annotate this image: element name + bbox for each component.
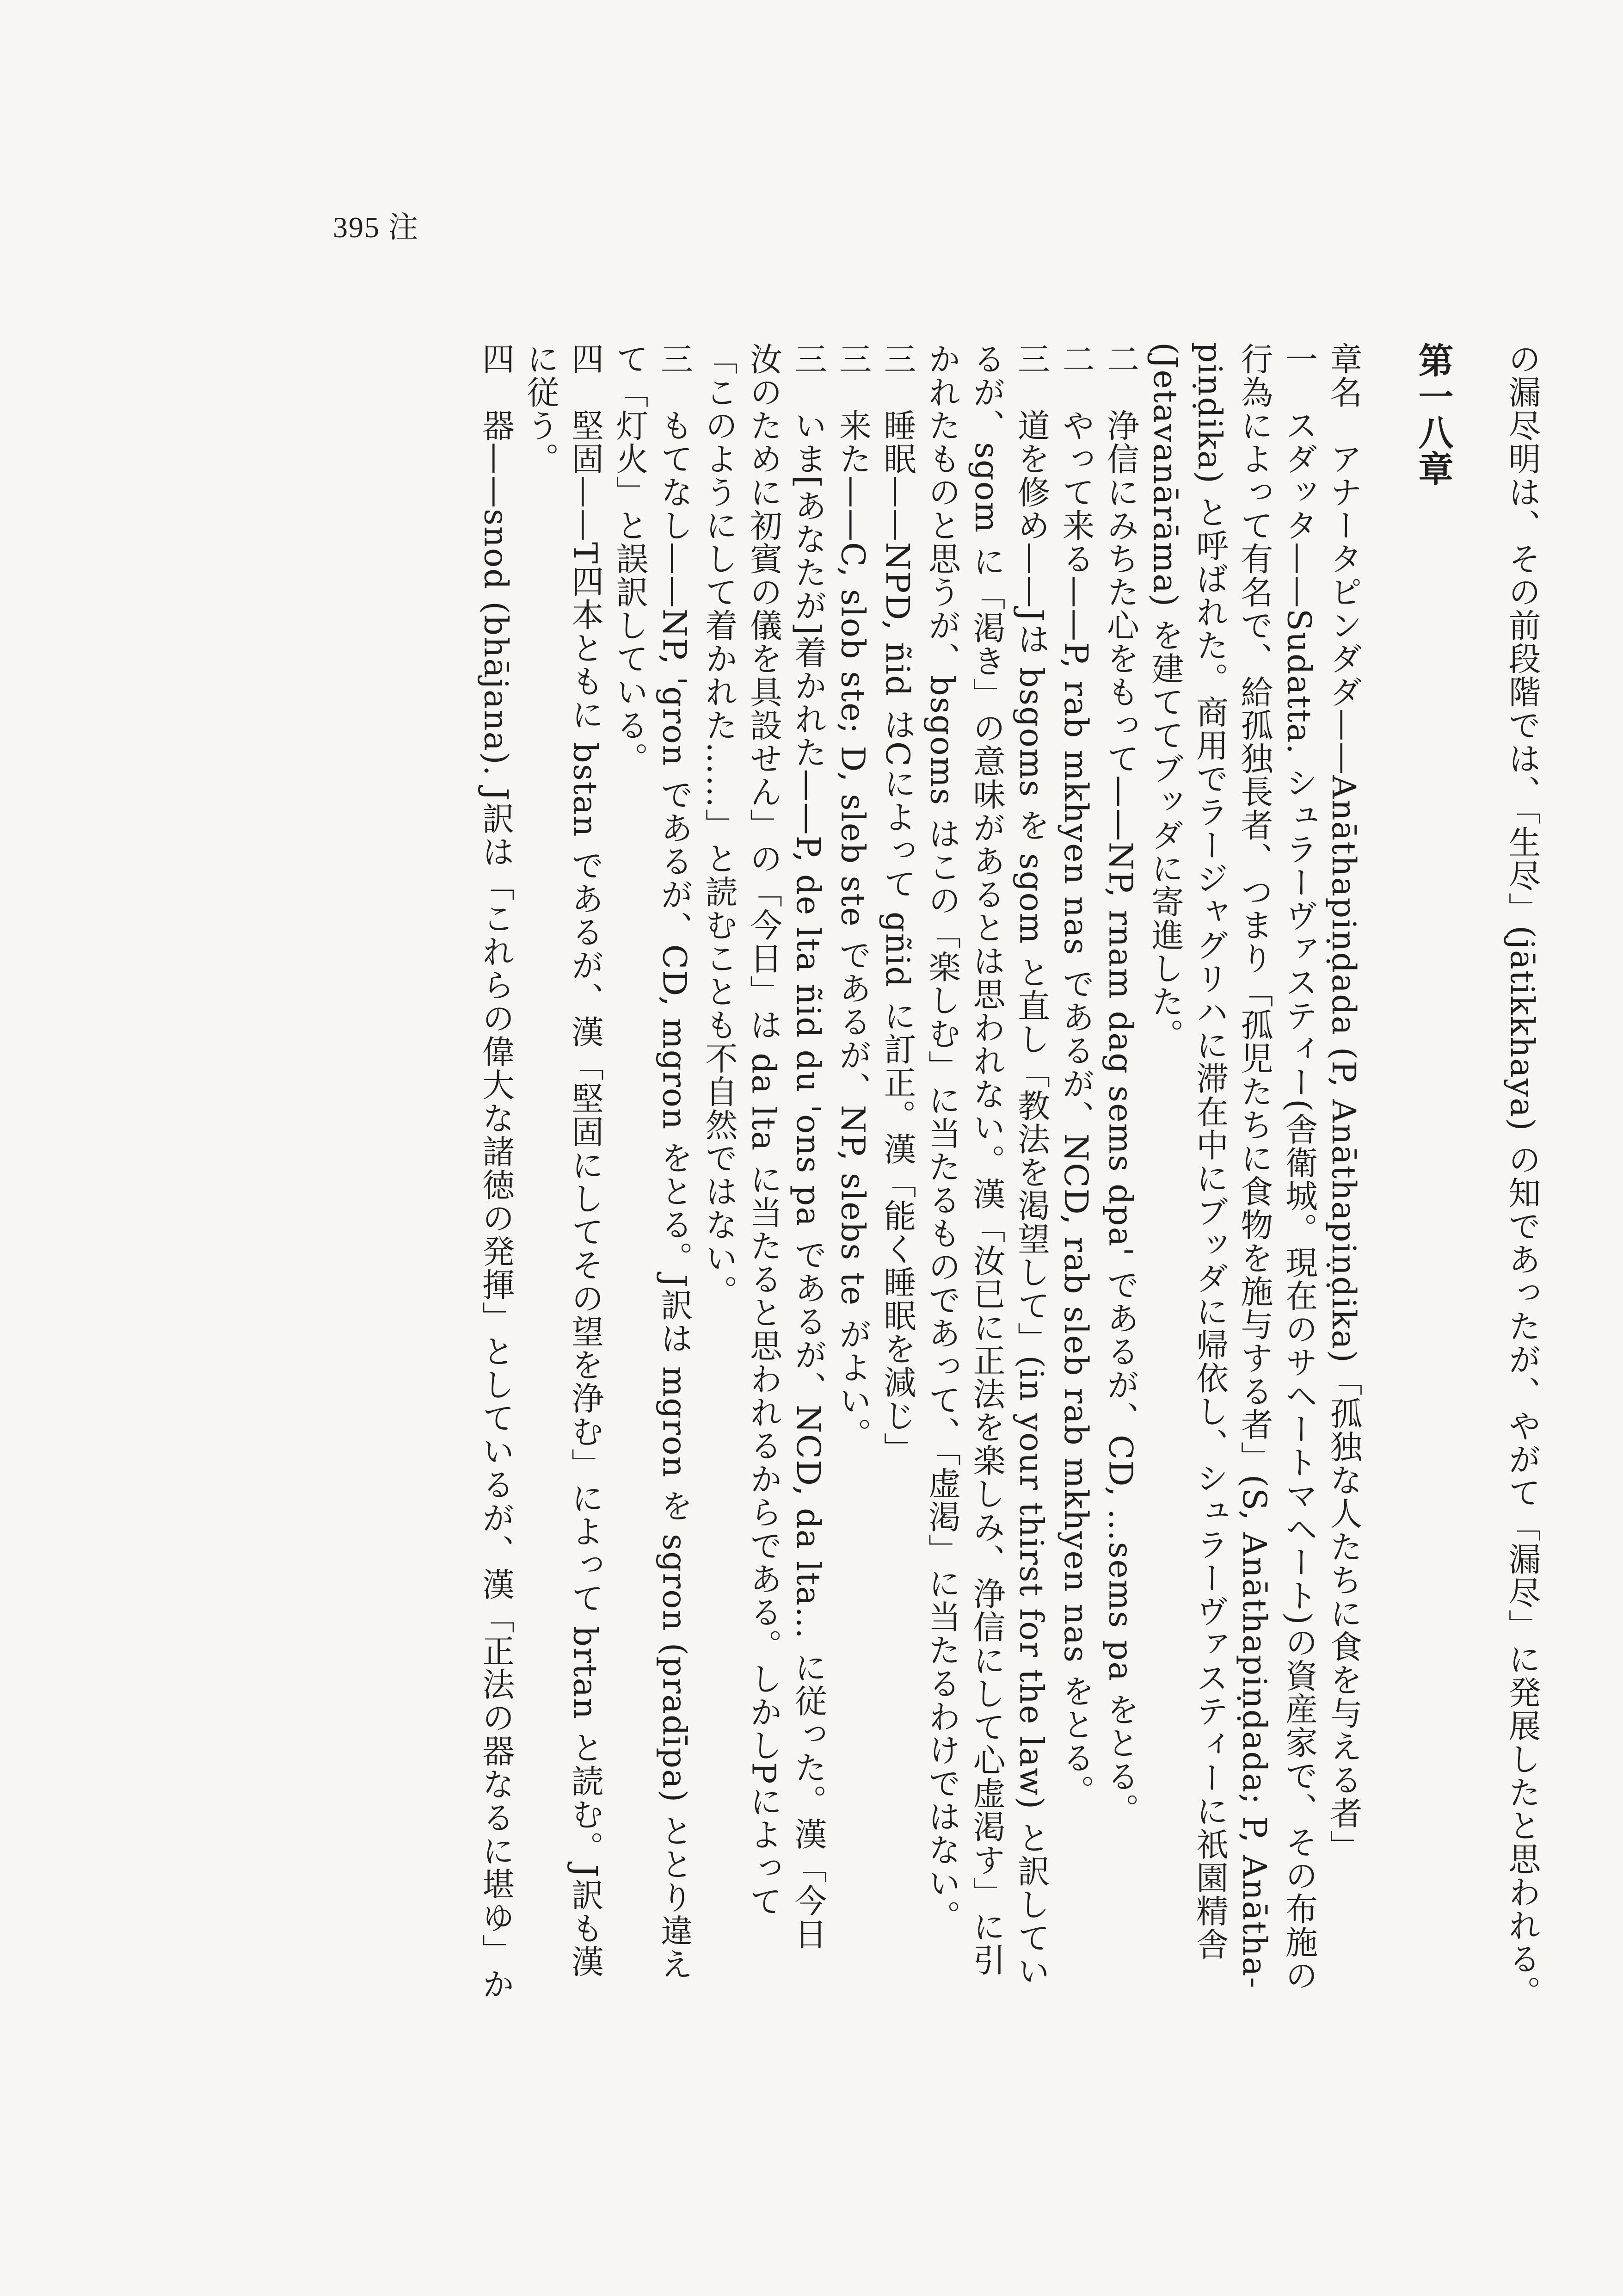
blank-line bbox=[1455, 342, 1500, 2165]
note-line: るが、sgom に「渇き」の意味があるとは思われない。漢「汝已に正法を楽しみ、浄信にして心虚渇す」に引 bbox=[968, 342, 1006, 1977]
text-line: の漏尽明は、その前段階では、「生尽」(jātikkhaya) の知であったが、やがて「漏尽」に発展したと思われる。 bbox=[1503, 342, 1541, 2009]
note-line: 三 睡眠——NPD, ñid はCによって gñid に訂正。漢「能く睡眠を減じ」 bbox=[879, 342, 916, 1466]
note-line: 三 道を修め——Jは bsgoms を sgom と直し「教法を渇望して」(in your thirst for the law) と訳してい bbox=[1012, 342, 1051, 1988]
note-line: に従う。 bbox=[522, 342, 559, 475]
note-line: 三 もてなし——NP, 'gron であるが、CD, mgron をとる。J訳は mgron を sgron (pradīpa) ととり違え bbox=[655, 342, 694, 1981]
page-number: 395 注 bbox=[333, 211, 419, 244]
note-line: 二 やって来る——P, rab mkhyen nas であるが、NCD, rab sleb rab mkhyen nas をとる。 bbox=[1057, 342, 1095, 1808]
note-line: て「灯火」と誤訳している。 bbox=[611, 342, 649, 775]
note-line: (Jetavanārāma) を建ててブッダに寄進した。 bbox=[1146, 342, 1184, 1052]
note-line: 三 いま[あなたが]着かれた——P, de lta ñid du 'ons pa であるが、NCD, da lta… に従った。漢「今日 bbox=[789, 342, 827, 1951]
note-line: 三 来た——C, slob ste; D, sleb ste であるが、NP, slebs te がよい。 bbox=[834, 342, 872, 1451]
note-line: 汝のために初賓の儀を具設せん」の「今日」は da lta に当たると思われるからである。しかしPによって bbox=[744, 342, 783, 1918]
note-line: 二 浄信にみちた心をもって——NP, rnam dag sems dpa' であるが、CD, …sems pa をとる。 bbox=[1101, 342, 1140, 1827]
note-line: 行為によって有名で、給孤独長者、つまり「孤児たちに食物を施与する者」(S, Anāthapiṇḍada; P, Anātha- bbox=[1236, 342, 1273, 1989]
note-line: piṇḍika) と呼ばれた。商用でラージャグリハに滞在中にブッダに帰依し、シュラーヴァスティーに祇園精舎 bbox=[1191, 342, 1229, 1961]
note-line: かれたものと思うが、bsgoms はこの「楽しむ」に当たるものであって、「虚渇」に当たるわけではない。 bbox=[923, 342, 961, 1933]
notes-body bbox=[287, 342, 1544, 2165]
note-line: 一 スダッタ——Sudatta. シュラーヴァスティー(舎衛城。現在のサヘートマヘート)の資産家で、その布施の bbox=[1280, 342, 1318, 1992]
note-line: 四 器——snod (bhājana). J訳は「これらの偉大な諸徳の発揮」としているが、漢「正法の器なるに堪ゆ」か bbox=[477, 342, 515, 2001]
blank-line bbox=[1366, 342, 1411, 2165]
chapter-heading: 第一八章 bbox=[1413, 342, 1454, 487]
note-line: 「このようにして着かれた……」と読むことも不自然ではない。 bbox=[700, 342, 738, 1308]
note-line: 章名 アナータピンダダ——Anāthapiṇḍada (P, Anāthapiṇḍika)「孤独な人たちに食を与える者」 bbox=[1325, 342, 1363, 1863]
note-line: 四 堅固——T四本ともに bstan であるが、漢「堅固にしてその望を浄む」によって brtan と読む。J訳も漢 bbox=[566, 342, 604, 1978]
